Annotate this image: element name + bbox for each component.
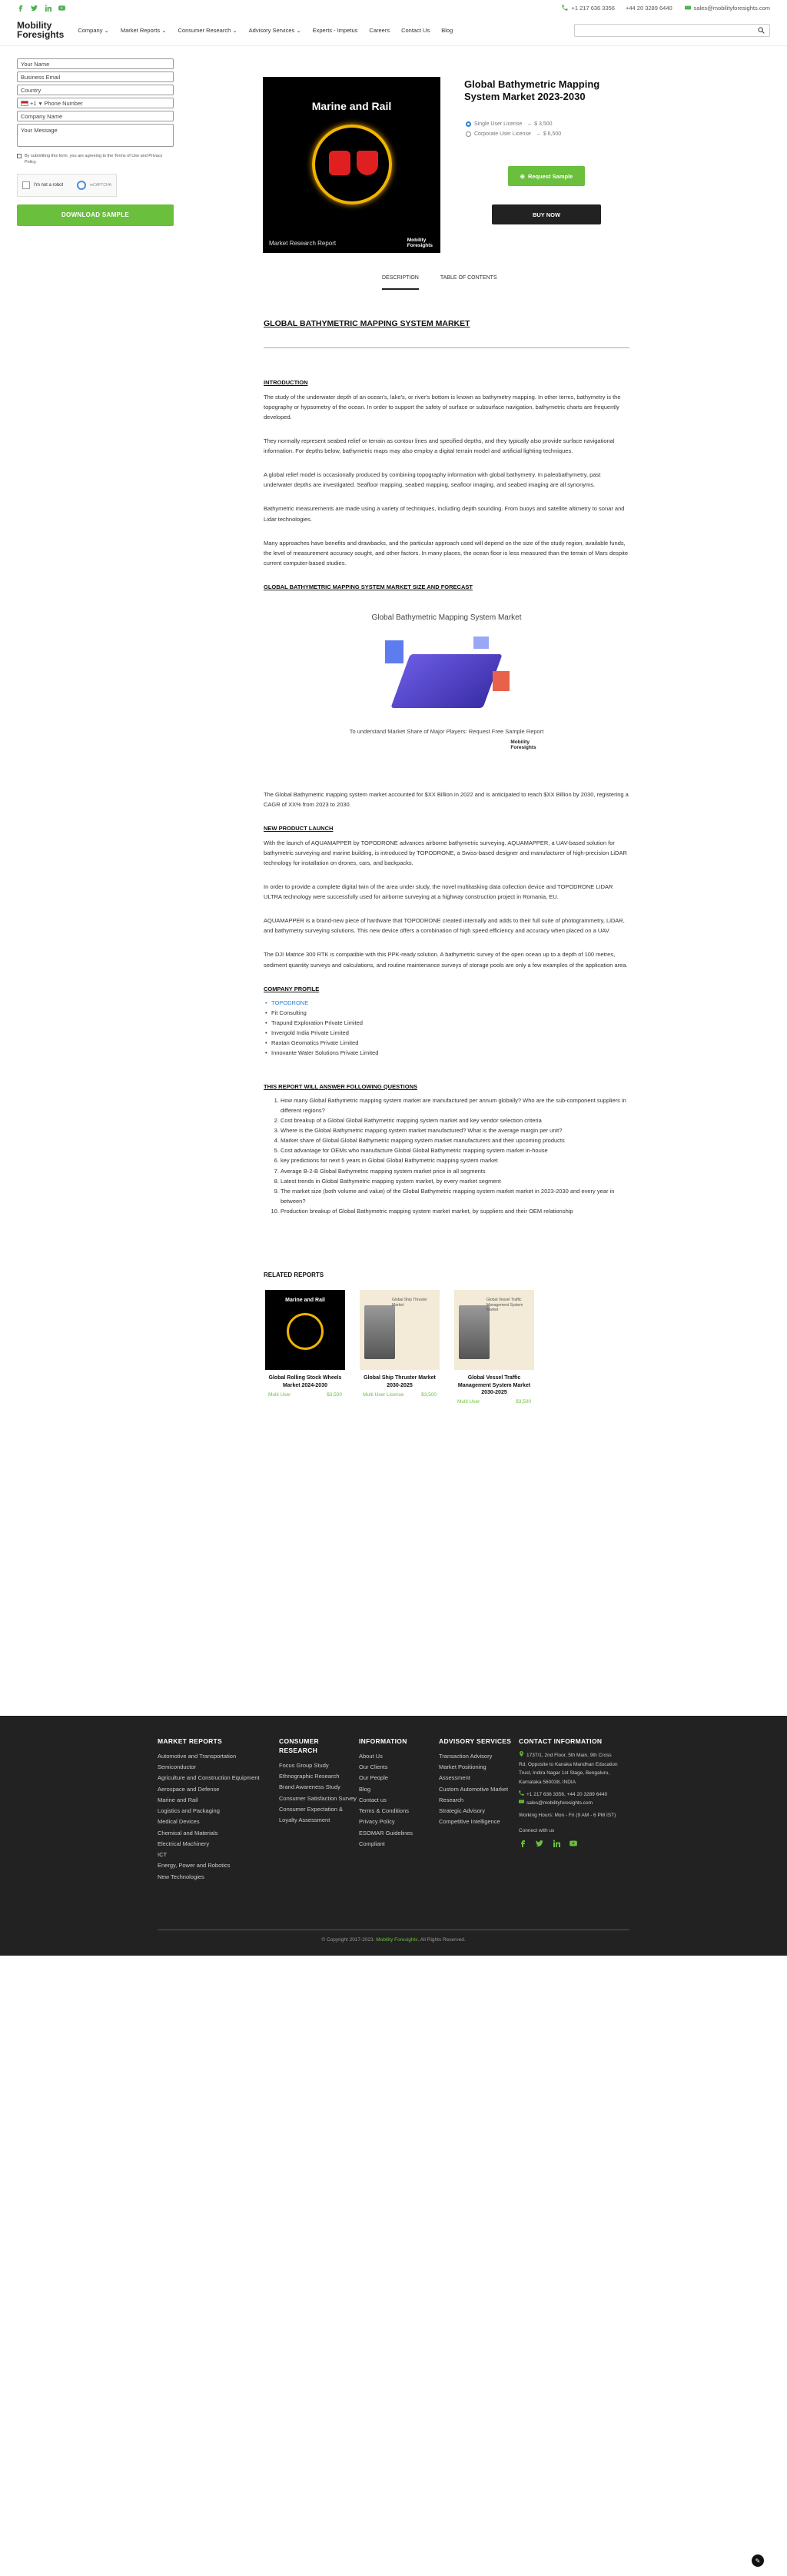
related-reports — [264, 1270, 629, 1406]
youtube-icon[interactable] — [569, 1840, 577, 1847]
question-item: 5. Cost advantage for OEMs who manufacture Global Global Bathymetric mapping system market in-house — [281, 1145, 629, 1155]
footer-link[interactable]: Custom Automotive Market Research — [439, 1785, 509, 1803]
footer-link[interactable]: Agriculture and Construction Equipment — [158, 1774, 260, 1782]
footer-link[interactable]: Competitive Intelligence — [439, 1818, 500, 1826]
page-title: GLOBAL BATHYMETRIC MAPPING SYSTEM MARKET — [264, 317, 629, 348]
radio-single[interactable] — [466, 121, 471, 127]
download-icon: ⊕ — [520, 172, 525, 180]
country-field[interactable]: Country — [17, 85, 174, 95]
social-links — [17, 5, 65, 12]
footer-link[interactable]: Electrical Machinery — [158, 1840, 210, 1847]
copyright: © Copyright 2017-2023. Mobility Foresights. All Rights Reserved. — [321, 1937, 466, 1943]
question-item: 2. Cost breakup of a Global Global Bathymetric mapping system market and key vendor selection criteria — [281, 1115, 629, 1125]
footer-link[interactable]: Automotive and Transportation — [158, 1752, 237, 1760]
chat-icon: ✎ — [755, 2557, 761, 2564]
train-icon — [329, 151, 350, 175]
buy-now-button[interactable]: BUY NOW — [492, 204, 601, 224]
chat-widget-button[interactable] — [752, 2554, 764, 2567]
question-item: 3. Where is the Global Bathymetric mapping system market manufactured? What is the average margin per unit? — [281, 1125, 629, 1135]
footer-connect: Connect with us — [519, 1827, 555, 1833]
nav-item-advisory-services[interactable]: Advisory Services ⌄ — [248, 27, 301, 34]
footer-link[interactable]: Blog — [359, 1785, 371, 1793]
questions-list — [264, 1095, 629, 1217]
related-cover[interactable]: Marine and Rail — [265, 1290, 345, 1370]
nav-item-careers[interactable]: Careers — [369, 27, 390, 34]
footer-address: 1737/1, 2nd Floor, 5th Main, 9th Cross Rd, Opposite to Kanaka Mandhan Education Trust, Indira Nagar 1st Stage, Bengaluru, Karnataka 560038, INDIA — [519, 1752, 618, 1785]
twitter-icon[interactable] — [536, 1840, 543, 1847]
consent-row — [17, 153, 174, 166]
intro-heading: INTRODUCTION — [264, 379, 308, 387]
phone-code: +1 — [30, 99, 37, 107]
footer-link[interactable]: ESOMAR Guidelines Compliant — [359, 1829, 413, 1847]
captcha-checkbox[interactable] — [22, 181, 30, 189]
question-item: 9. The market size (both volume and value) of the Global Bathymetric mapping system market market in 2023-2030 and every year in between? — [281, 1186, 629, 1206]
email-field[interactable]: Business Email — [17, 71, 174, 82]
email-contact[interactable] — [685, 5, 770, 12]
market-size-heading: GLOBAL BATHYMETRIC MAPPING SYSTEM MARKET SIZE AND FORECAST — [264, 583, 473, 590]
footer-link[interactable]: ICT — [158, 1851, 168, 1859]
site-logo[interactable] — [17, 22, 64, 39]
tab-description[interactable]: DESCRIPTION — [382, 275, 419, 290]
license-single[interactable]: Single User License – $ 3,500 — [466, 121, 561, 127]
footer-link[interactable]: Terms & Conditions — [359, 1807, 410, 1815]
footer-link[interactable]: Focus Group Study — [279, 1761, 329, 1769]
report-description — [264, 317, 629, 1406]
footer-advisory: ADVISORY SERVICES Transaction Advisory Market Positioning Assessment Custom Automotive Market Research Strategic Advisory Competitive Intelligence — [439, 1737, 519, 1883]
cover-subtitle: Market Research Report — [269, 240, 337, 247]
market-size-paragraph: The Global Bathymetric mapping system market accounted for $XX Billion in 2022 and is anticipated to reach $XX Billion by 2030, registering a CAGR of XX% from 2023 to 2030. — [264, 791, 629, 809]
footer-link[interactable]: Consumer Expectation & Loyalty Assessment — [279, 1805, 343, 1824]
footer-market-reports: MARKET REPORTS Automotive and Transportation Semiconductor Agriculture and Construction Equipment Aerospace and Defense Marine and Rail Logistics and Packaging Medical Devices Chemical and Materials Electrical Machinery ICT Energy, Power and Robotics New Technologies — [158, 1737, 279, 1883]
cover-brand: Mobility Foresights — [407, 238, 433, 248]
footer-link[interactable]: About Us — [359, 1752, 383, 1760]
captcha-brand: reCAPTCHA — [89, 182, 111, 188]
related-title[interactable]: Global Vessel Traffic Management System Market 2030-2025 — [457, 1375, 531, 1395]
company-item[interactable]: • TOPODRONE — [264, 998, 629, 1008]
mail-icon — [519, 1799, 524, 1804]
footer-link[interactable]: Our People — [359, 1774, 388, 1782]
nav-item-company[interactable]: Company ⌄ — [78, 27, 109, 34]
twitter-icon[interactable] — [31, 5, 38, 12]
sample-request-form — [17, 58, 174, 226]
footer-link[interactable]: Consumer Satisfaction Survey — [279, 1794, 357, 1802]
tab-table-of-contents[interactable]: TABLE OF CONTENTS — [440, 275, 497, 281]
report-tabs — [382, 275, 497, 290]
infographic-title: Global Bathymetric Mapping System Market — [371, 613, 522, 623]
youtube-icon[interactable] — [58, 5, 65, 12]
nav-item-contact[interactable]: Contact Us — [401, 27, 430, 34]
phone-icon — [562, 5, 568, 11]
related-heading: RELATED REPORTS — [264, 1271, 324, 1279]
related-title[interactable]: Global Ship Thruster Market 2030-2025 — [364, 1375, 436, 1388]
launch-paragraph: The DJI Matrice 300 RTK is compatible with this PPK-ready solution. A bathymetric survey of the open ocean up to a depth of 100 metres, sediment quantity surveys and calculations, and routine maintenance surveys of storage pools are only a few examples of the application area. — [264, 951, 628, 969]
search-input[interactable] — [574, 24, 770, 37]
footer-link[interactable]: Ethnographic Research — [279, 1773, 340, 1780]
linkedin-icon[interactable] — [553, 1840, 560, 1847]
nav-item-blog[interactable]: Blog — [441, 27, 453, 34]
phone-us: +1 217 636 3356 — [571, 4, 615, 12]
phone-contact[interactable] — [562, 5, 672, 12]
site-footer — [0, 1716, 787, 1956]
footer-link[interactable]: Contact us — [359, 1796, 387, 1803]
intro-paragraph: Bathymetric measurements are made using a variety of techniques, including depth sounding. From buoys and satellite altimetry to sonar and Lidar technologies. — [264, 505, 625, 523]
logo-line1: Mobility — [17, 20, 52, 32]
ship-icon — [357, 151, 378, 175]
report-cover-image — [263, 77, 440, 253]
logo-line2: Foresights — [17, 28, 65, 40]
footer-link[interactable]: Marine and Rail — [158, 1796, 198, 1803]
footer-link[interactable]: Market Positioning Assessment — [439, 1763, 486, 1782]
nav-item-experts[interactable]: Experts - Impetus — [312, 27, 358, 34]
email-top: sales@mobilityforesights.com — [693, 4, 770, 12]
footer-link[interactable]: Aerospace and Defense — [158, 1785, 220, 1793]
footer-link[interactable]: Strategic Advisory — [439, 1807, 486, 1815]
captcha-label: I'm not a robot — [34, 182, 64, 188]
company-item: • Raxtan Geomatics Private Limited — [264, 1038, 629, 1048]
question-item: 8. Latest trends in Global Bathymetric mapping system market, by every market segment — [281, 1176, 629, 1186]
footer-link[interactable]: Chemical and Materials — [158, 1829, 218, 1836]
intro-paragraph: The study of the underwater depth of an ocean's, lake's, or river's bottom is known as bathymetry mapping. In other terms, bathymetry is the topography or hypsometry of the ocean. In order to support the safety of surface or subsurface navigation, bathymetric charts are frequently developed. — [264, 393, 621, 420]
isometric-illustration — [370, 633, 523, 717]
footer-link[interactable]: Medical Devices — [158, 1818, 200, 1826]
facebook-icon[interactable] — [519, 1840, 526, 1847]
nav-item-consumer-research[interactable]: Consumer Research ⌄ — [178, 27, 237, 34]
consent-text: By submitting this form, you are agreeing to the Terms of Use and Privacy Policy. — [25, 154, 163, 165]
nav-item-market-reports[interactable]: Market Reports ⌄ — [120, 27, 167, 34]
us-flag-icon[interactable] — [21, 101, 28, 106]
footer-link[interactable]: Energy, Power and Robotics — [158, 1862, 231, 1870]
related-cover[interactable]: Global Vessel Traffic Management System Market — [454, 1290, 534, 1370]
launch-paragraph: In order to provide a complete digital twin of the area under study, the novel multitasking data collection device and TOPODRONE LIDAR ULTRA technology were successfully used for airborne surveying at a highway construction project in Romania, EU. — [264, 882, 613, 900]
launch-paragraph: AQUAMAPPER is a brand-new piece of hardware that TOPODRONE created internally and adds to their full suite of photogrammetry, LiDAR, and bathymetry surveying solutions. This new device offers a combination of high speed efficiency and accuracy when placed on a UAV. — [264, 917, 625, 935]
company-list — [264, 998, 629, 1059]
market-infographic — [264, 596, 629, 773]
company-item: • Innovante Water Solutions Private Limited — [264, 1048, 629, 1058]
related-report-card[interactable]: Marine and Rail Global Rolling Stock Wheels Market 2024-2030 Multi User $3,500 — [264, 1290, 347, 1406]
consent-checkbox[interactable] — [17, 154, 22, 158]
footer-information: INFORMATION About Us Our Clients Our People Blog Contact us Terms & Conditions Privacy Policy ESOMAR Guidelines Compliant — [359, 1737, 439, 1883]
footer-email: sales@mobilityforesights.com — [526, 1800, 593, 1807]
related-report-card[interactable]: Global Ship Thruster Market Global Ship Thruster Market 2030-2025 Multi User License $3,500 — [358, 1290, 441, 1406]
company-profile-heading: COMPANY PROFILE — [264, 985, 320, 992]
company-field[interactable]: Company Name — [17, 111, 174, 121]
main-nav — [0, 15, 787, 46]
infographic-caption: To understand Market Share of Major Players: Request Free Sample Report — [349, 727, 544, 735]
top-bar — [0, 0, 787, 15]
question-item: 6. key predictions for next 5 years in Global Global Bathymetric mapping system market — [281, 1155, 629, 1165]
download-sample-button[interactable]: DOWNLOAD SAMPLE — [17, 204, 174, 226]
related-report-card[interactable]: Global Vessel Traffic Management System Market Global Vessel Traffic Management System Market 2030-2025 Multi User $3,500 — [453, 1290, 536, 1406]
message-field[interactable]: Your Message — [17, 124, 174, 147]
company-item: • Invergold India Private Limited — [264, 1028, 629, 1038]
new-product-heading: NEW PRODUCT LAUNCH — [264, 825, 334, 833]
cover-ring — [312, 125, 392, 204]
related-cover[interactable]: Global Ship Thruster Market — [360, 1290, 440, 1370]
company-item: • Trapund Exploration Private Limited — [264, 1018, 629, 1028]
question-item: 10. Production breakup of Global Bathymetric mapping system market market, by suppliers and their OEM relationship — [281, 1206, 629, 1216]
footer-link[interactable]: Semiconductor — [158, 1763, 197, 1771]
nav-menu — [78, 27, 453, 34]
phone-icon — [519, 1790, 524, 1796]
launch-paragraph: With the launch of AQUAMAPPER by TOPODRONE advances airborne bathymetric surveying. AQUAMAPPER, a UAV-based solution for bathymetric surveying and marine building, is introduced by TOPODRONE, a Swiss-based designer and manufacturer of high-precision LiDAR technology for installation on drones, cars, and backpacks. — [264, 839, 627, 866]
intro-paragraph: Many approaches have benefits and drawbacks, and the particular approach used will depend on the size of the study region, available funds, the level of measurement accuracy sought, and other factors. In many places, the ocean floor is less measured than the terrain of Mars despite current computer-based studies. — [264, 539, 628, 567]
footer-link[interactable]: Brand Awareness Study — [279, 1783, 340, 1791]
question-item: 4. Market share of Global Global Bathymetric mapping system market manufacturers and their upcoming products — [281, 1135, 629, 1145]
cover-title: Marine and Rail — [311, 100, 392, 112]
company-item: • Fit Consulting — [264, 1008, 629, 1018]
search-icon[interactable] — [758, 27, 765, 34]
footer-phone: +1 217 636 3356, +44 20 3289 6440 — [526, 1791, 608, 1797]
license-options — [466, 121, 561, 141]
intro-paragraph: A global relief model is occasionally produced by combining topography information with global bathymetry. In paleobathymetry, past underwater depths are investigated. Seafloor mapping, seabed mapping, seafloor imaging, and seabed imaging are all synonyms. — [264, 471, 601, 489]
linkedin-icon[interactable] — [45, 5, 51, 12]
footer-consumer-research: CONSUMER RESEARCH Focus Group Study Ethnographic Research Brand Awareness Study Consumer Satisfaction Survey Consumer Expectation & Loyalty Assessment — [279, 1737, 359, 1883]
mail-icon — [685, 5, 691, 11]
question-item: 7. Average B-2-B Global Bathymetric mapping system market price in all segments — [281, 1166, 629, 1176]
footer-link[interactable]: Logistics and Packaging — [158, 1807, 220, 1815]
infographic-brand: Mobility Foresights — [510, 740, 536, 750]
related-title[interactable]: Global Rolling Stock Wheels Market 2024-2030 — [268, 1375, 342, 1388]
license-corporate[interactable]: Corporate User License – $ 6,500 — [466, 131, 561, 137]
facebook-icon[interactable] — [17, 5, 24, 12]
radio-corporate[interactable] — [466, 131, 471, 137]
question-item: 1. How many Global Bathymetric mapping system market are manufactured per annum globally? Who are the sub-component suppliers in different regions? — [281, 1095, 629, 1115]
footer-hours: Working Hours: Mon - Fri (9 AM - 6 PM IST) — [519, 1813, 616, 1819]
location-icon — [519, 1751, 524, 1757]
footer-link[interactable]: Our Clients — [359, 1763, 388, 1771]
phone-placeholder: Phone Number — [44, 99, 83, 107]
phone-uk: +44 20 3289 6440 — [625, 4, 672, 12]
questions-heading: THIS REPORT WILL ANSWER FOLLOWING QUESTIONS — [264, 1082, 417, 1090]
footer-contact: CONTACT INFORMATION 1737/1, 2nd Floor, 5th Main, 9th Cross Rd, Opposite to Kanaka Mandhan Education Trust, Indira Nagar 1st Stage, Bengaluru, Karnataka 560038, INDIA +1 217 636 3356, +44 20 3289 6440 sales@mobilityforesights.com Working Hours: Mon - Fri (9 AM - 6 PM IST) Connect with us — [519, 1737, 619, 1883]
footer-link[interactable]: New Technologies — [158, 1873, 204, 1880]
phone-field[interactable]: +1 ▾ Phone Number — [17, 98, 174, 108]
recaptcha-icon — [77, 181, 86, 190]
product-title: Global Bathymetric Mapping System Market 2023-2030 — [464, 78, 600, 102]
name-field[interactable]: Your Name — [17, 58, 174, 69]
footer-link[interactable]: Transaction Advisory — [439, 1752, 493, 1760]
request-sample-button[interactable]: ⊕ Request Sample — [508, 166, 585, 186]
intro-paragraph: They normally represent seabed relief or terrain as contour lines and specified depths, and they typically also provide surface navigational information. For depths below, bathymetric maps may also employ a digital terrain model and artificial lighting techniques. — [264, 437, 615, 454]
footer-link[interactable]: Privacy Policy — [359, 1818, 395, 1826]
recaptcha-widget — [17, 174, 117, 197]
